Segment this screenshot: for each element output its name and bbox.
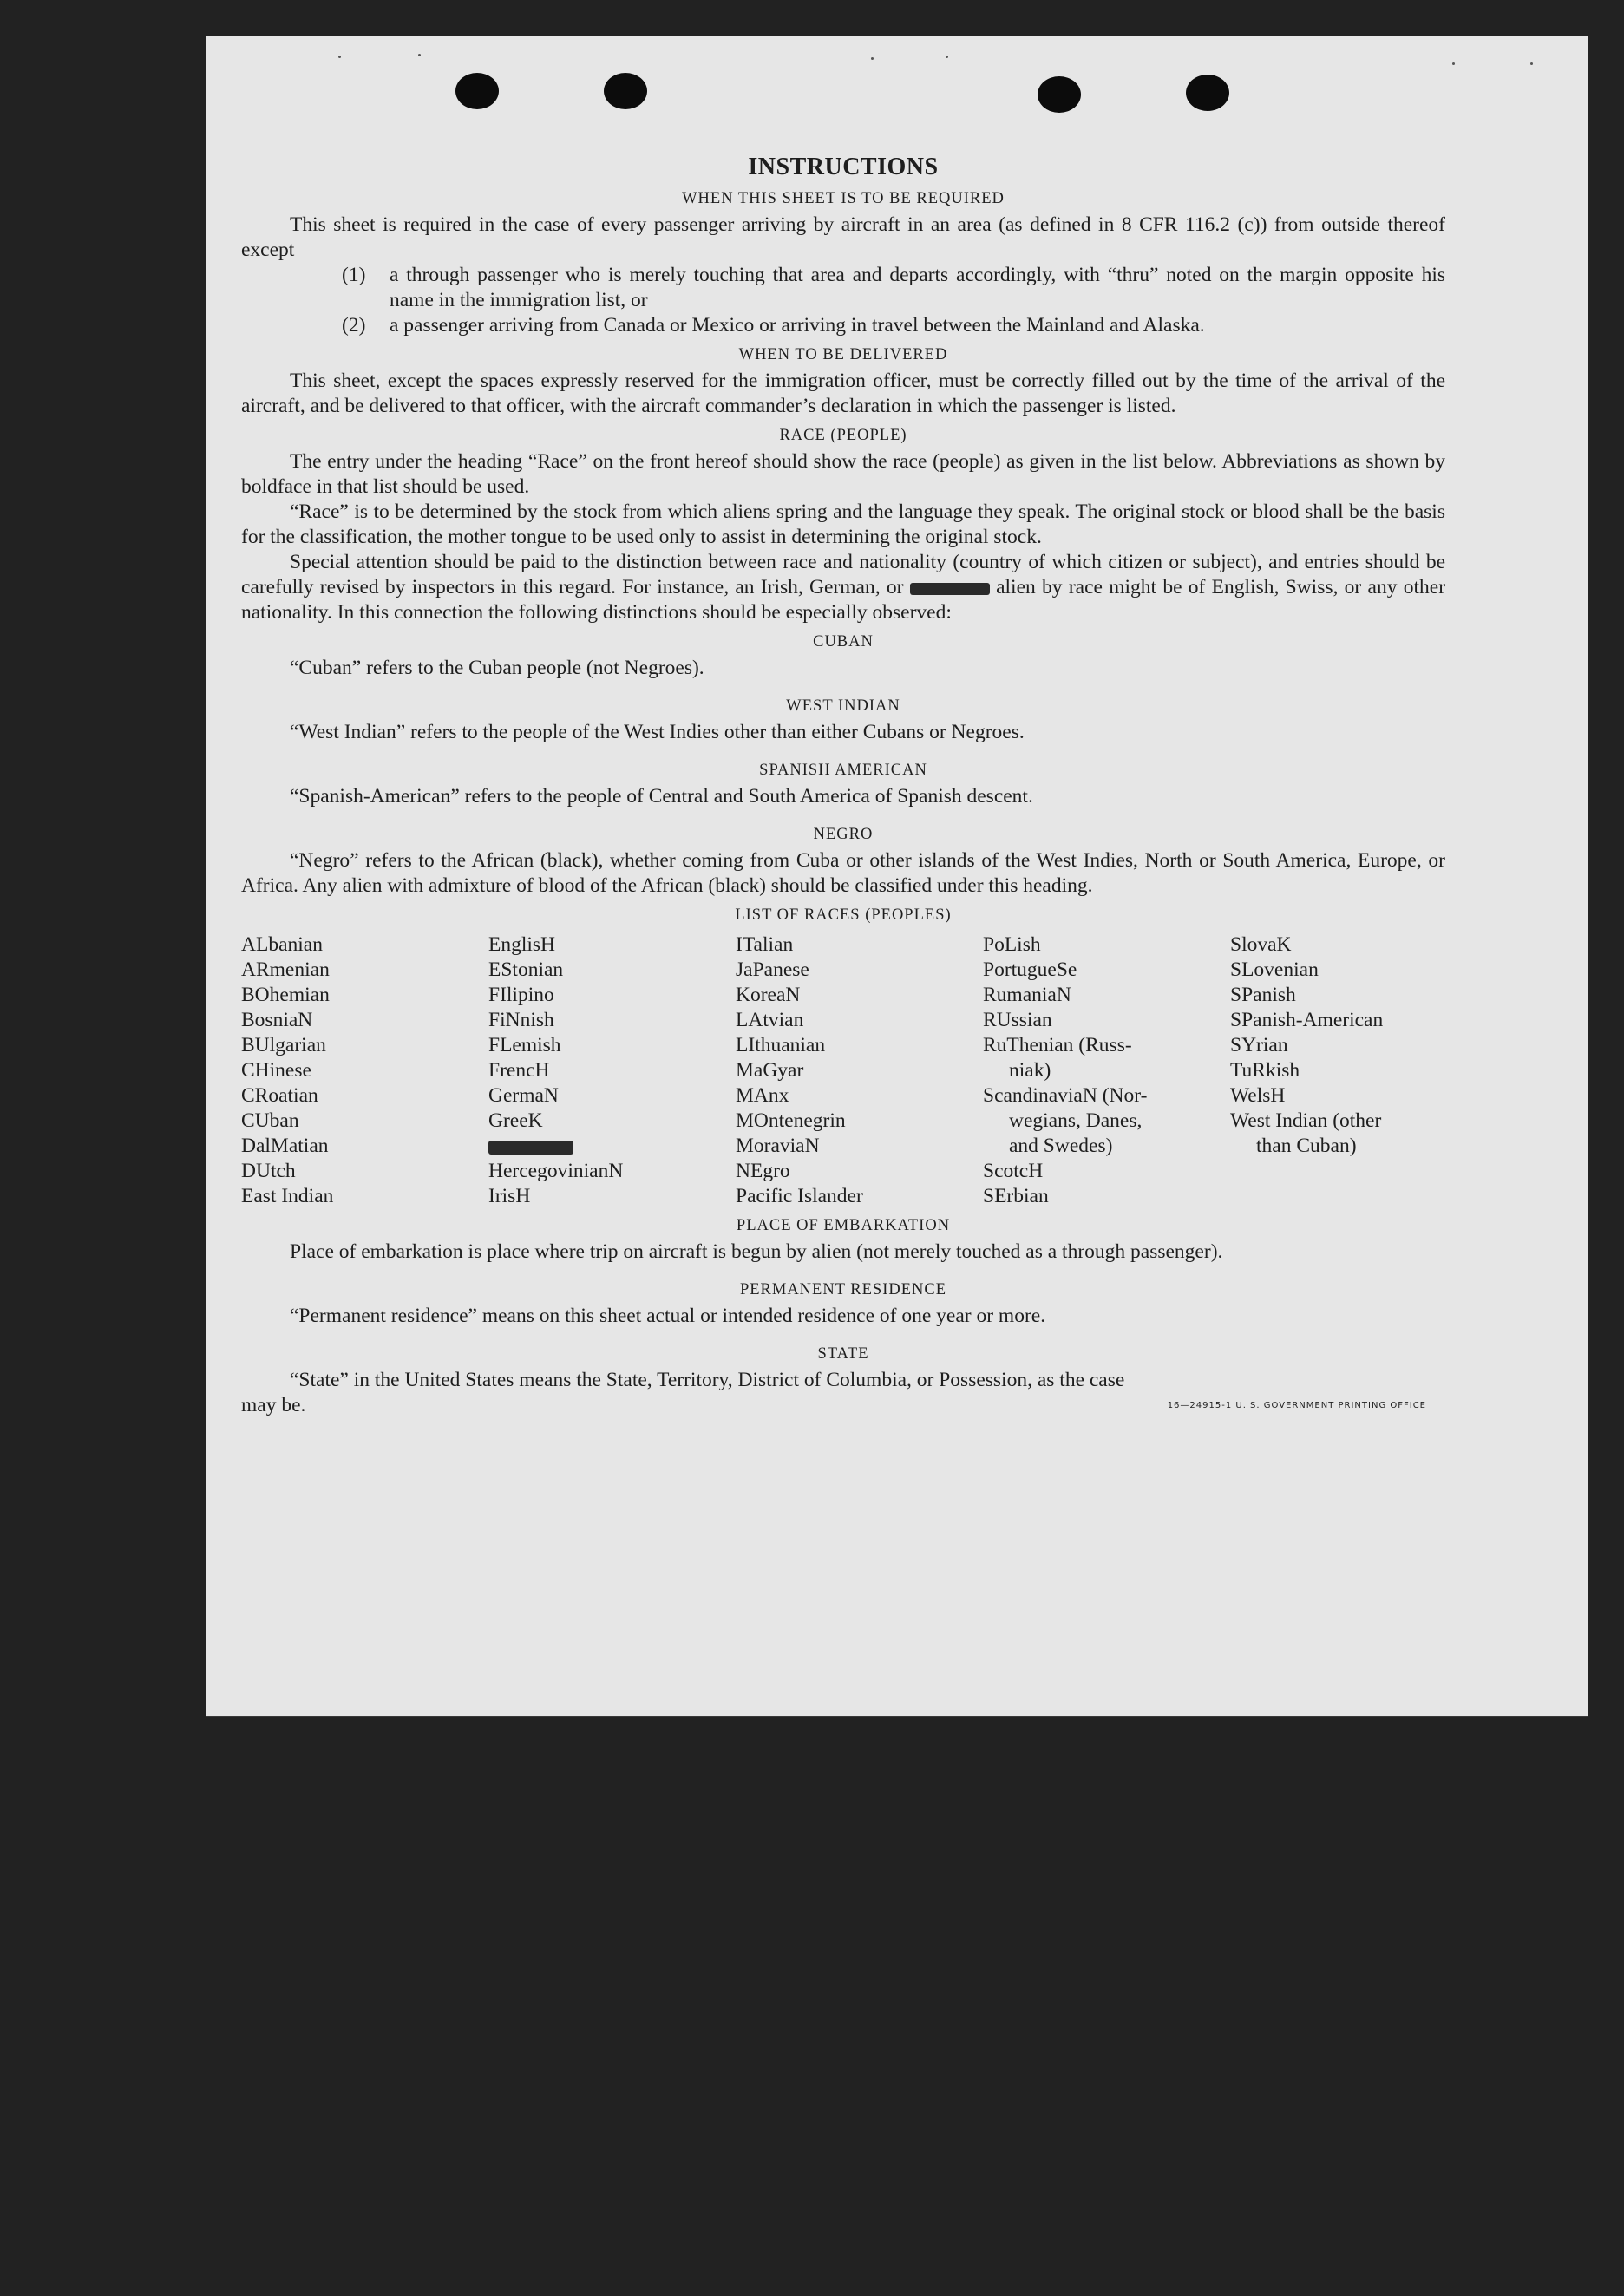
when-delivered-text: This sheet, except the spaces expressly reserved for the immigration officer, must be correctly filled out by the time of the arrival of the aircraft, and be delivered to that officer, with the aircraft commander’s declaration in which the passenger is listed. — [241, 370, 1445, 417]
race-entry: SPanish-American — [1230, 1009, 1384, 1031]
race-entry: CRoatian — [241, 1084, 318, 1107]
race-entry-continued: niak) — [1009, 1059, 1051, 1082]
section-heading-embarkation: PLACE OF EMBARKATION — [736, 1217, 951, 1234]
state-text-line-2: may be. — [241, 1394, 306, 1416]
race-entry: SlovaK — [1230, 933, 1292, 956]
races-list — [241, 932, 1445, 1209]
race-entry: MAnx — [736, 1084, 789, 1107]
race-entry: CUban — [241, 1109, 299, 1132]
race-entry: SLovenian — [1230, 958, 1319, 981]
race-paragraph-1: The entry under the heading “Race” on the front hereof should show the race (people) as given in the list below. Abbreviations as shown by boldface in that list should be used. — [241, 450, 1445, 498]
printer-mark: 16—24915-1 U. S. GOVERNMENT PRINTING OFFICE — [1167, 1401, 1426, 1410]
race-entry: ScotcH — [983, 1160, 1044, 1182]
section-heading-when-required: WHEN THIS SHEET IS TO BE REQUIRED — [682, 190, 1005, 207]
race-entry-continued: wegians, Danes, — [1009, 1109, 1143, 1132]
race-entry: SPanish — [1230, 984, 1296, 1006]
speck — [418, 54, 421, 56]
race-entry: West Indian (other — [1230, 1109, 1382, 1132]
when-required-intro: This sheet is required in the case of every passenger arriving by aircraft in an area (as defined in 8 CFR 116.2 (c)) from outside thereof except — [241, 213, 1445, 261]
section-heading-spanish-american: SPANISH AMERICAN — [759, 762, 927, 779]
item-text: a through passenger who is merely touching that area and departs accordingly, with “thru” noted on the margin opposite his name in the immigration list, or — [390, 264, 1445, 311]
west-indian-text: “West Indian” refers to the people of the West Indies other than either Cubans or Negroes. — [290, 721, 1025, 743]
section-heading-cuban: CUBAN — [813, 633, 874, 651]
race-entry-continued: than Cuban) — [1256, 1135, 1357, 1157]
embarkation-text: Place of embarkation is place where trip on aircraft is begun by alien (not merely touched as a through passenger). — [290, 1240, 1223, 1263]
page-title: INSTRUCTIONS — [748, 154, 939, 180]
instructions-content — [241, 153, 1445, 1418]
state-footer-line — [241, 1393, 1445, 1418]
punch-hole — [455, 73, 499, 109]
speck — [1530, 62, 1533, 65]
race-entry: MaGyar — [736, 1059, 804, 1082]
race-entry: PoLish — [983, 933, 1041, 956]
race-entry: EStonian — [488, 958, 564, 981]
race-entry-redacted — [488, 1134, 736, 1159]
race-entry: TuRkish — [1230, 1059, 1300, 1082]
punch-hole — [604, 73, 647, 109]
race-entry: CHinese — [241, 1059, 311, 1082]
speck — [946, 56, 948, 58]
race-entry: LAtvian — [736, 1009, 804, 1031]
race-entry: SErbian — [983, 1185, 1049, 1207]
races-column-4 — [983, 932, 1230, 1209]
spanish-american-text: “Spanish-American” refers to the people of Central and South America of Spanish descent. — [290, 785, 1033, 808]
speck — [1452, 62, 1455, 65]
list-item — [342, 313, 1445, 338]
section-heading-list-of-races: LIST OF RACES (PEOPLES) — [735, 906, 952, 924]
race-entry: FIlipino — [488, 984, 554, 1006]
race-entry-continued: and Swedes) — [1009, 1135, 1113, 1157]
race-entry: ITalian — [736, 933, 794, 956]
race-entry: HercegovinianN — [488, 1160, 624, 1182]
race-entry: MOntenegrin — [736, 1109, 846, 1132]
race-entry: ALbanian — [241, 933, 323, 956]
race-entry: BUlgarian — [241, 1034, 326, 1056]
section-heading-negro: NEGRO — [813, 826, 874, 843]
race-entry: ScandinaviaN (Nor- — [983, 1084, 1148, 1107]
list-item — [342, 263, 1445, 313]
races-column-1 — [241, 932, 488, 1209]
race-entry: IrisH — [488, 1185, 531, 1207]
state-text-line-1: “State” in the United States means the State, Territory, District of Columbia, or Possession, as the case — [290, 1369, 1125, 1391]
race-entry: RuThenian (Russ- — [983, 1034, 1132, 1056]
speck — [338, 56, 341, 58]
redaction-mark — [488, 1141, 573, 1155]
race-paragraph-3-start: Special attention should be paid to the distinction between race and nationality (country of which citizen or subject), and entries should be carefully revised by inspectors in this regard. For instance, an Irish, German, or — [241, 551, 1445, 599]
race-entry: SYrian — [1230, 1034, 1288, 1056]
race-entry: LIthuanian — [736, 1034, 826, 1056]
document-sheet — [206, 36, 1588, 1716]
race-entry: JaPanese — [736, 958, 809, 981]
races-column-5 — [1230, 932, 1445, 1209]
race-entry: NEgro — [736, 1160, 790, 1182]
races-column-3 — [736, 932, 983, 1209]
negro-text: “Negro” refers to the African (black), whether coming from Cuba or other islands of the West Indies, North or South America, Europe, or Africa. Any alien with admixture of blood of the African (black) should be classified under this heading. — [241, 849, 1445, 897]
section-heading-state: STATE — [817, 1345, 869, 1363]
item-number: (2) — [342, 314, 366, 337]
cuban-text: “Cuban” refers to the Cuban people (not Negroes). — [290, 657, 704, 679]
races-column-2 — [488, 932, 736, 1209]
section-heading-when-delivered: WHEN TO BE DELIVERED — [738, 346, 948, 363]
race-entry: East Indian — [241, 1185, 334, 1207]
race-entry: WelsH — [1230, 1084, 1286, 1107]
race-entry: Pacific Islander — [736, 1185, 863, 1207]
race-paragraph-3-end: alien by race might be of English, Swiss, or any other nationality. In this connection the following distinctions should be especially observed: — [241, 576, 1446, 624]
race-entry: KoreaN — [736, 984, 801, 1006]
race-entry: RumaniaN — [983, 984, 1071, 1006]
race-paragraph-2: “Race” is to be determined by the stock from which aliens spring and the language they speak. The original stock or blood shall be the basis for the classification, the mother tongue to be used only to assist in determining the original stock. — [241, 500, 1445, 548]
race-entry: GermaN — [488, 1084, 559, 1107]
section-heading-west-indian: WEST INDIAN — [786, 697, 900, 715]
race-entry: PortugueSe — [983, 958, 1077, 981]
race-entry: EnglisH — [488, 933, 556, 956]
race-entry: RUssian — [983, 1009, 1052, 1031]
punch-hole — [1038, 76, 1081, 113]
race-entry: BosniaN — [241, 1009, 313, 1031]
race-entry: FLemish — [488, 1034, 561, 1056]
race-entry: FrencH — [488, 1059, 550, 1082]
race-entry: FiNnish — [488, 1009, 554, 1031]
item-text: a passenger arriving from Canada or Mexico or arriving in travel between the Mainland and Alaska. — [390, 314, 1205, 337]
race-entry: BOhemian — [241, 984, 330, 1006]
section-heading-residence: PERMANENT RESIDENCE — [739, 1281, 947, 1298]
section-heading-race: RACE (PEOPLE) — [779, 427, 907, 444]
race-entry: MoraviaN — [736, 1135, 820, 1157]
punch-hole — [1186, 75, 1229, 111]
speck — [871, 57, 874, 60]
race-entry: ARmenian — [241, 958, 330, 981]
race-entry: DalMatian — [241, 1135, 329, 1157]
item-number: (1) — [342, 264, 366, 286]
redaction-mark — [910, 583, 990, 595]
race-paragraph-3 — [241, 550, 1445, 625]
race-entry: DUtch — [241, 1160, 296, 1182]
race-entry: GreeK — [488, 1109, 543, 1132]
residence-text: “Permanent residence” means on this sheet actual or intended residence of one year or more. — [290, 1305, 1046, 1327]
